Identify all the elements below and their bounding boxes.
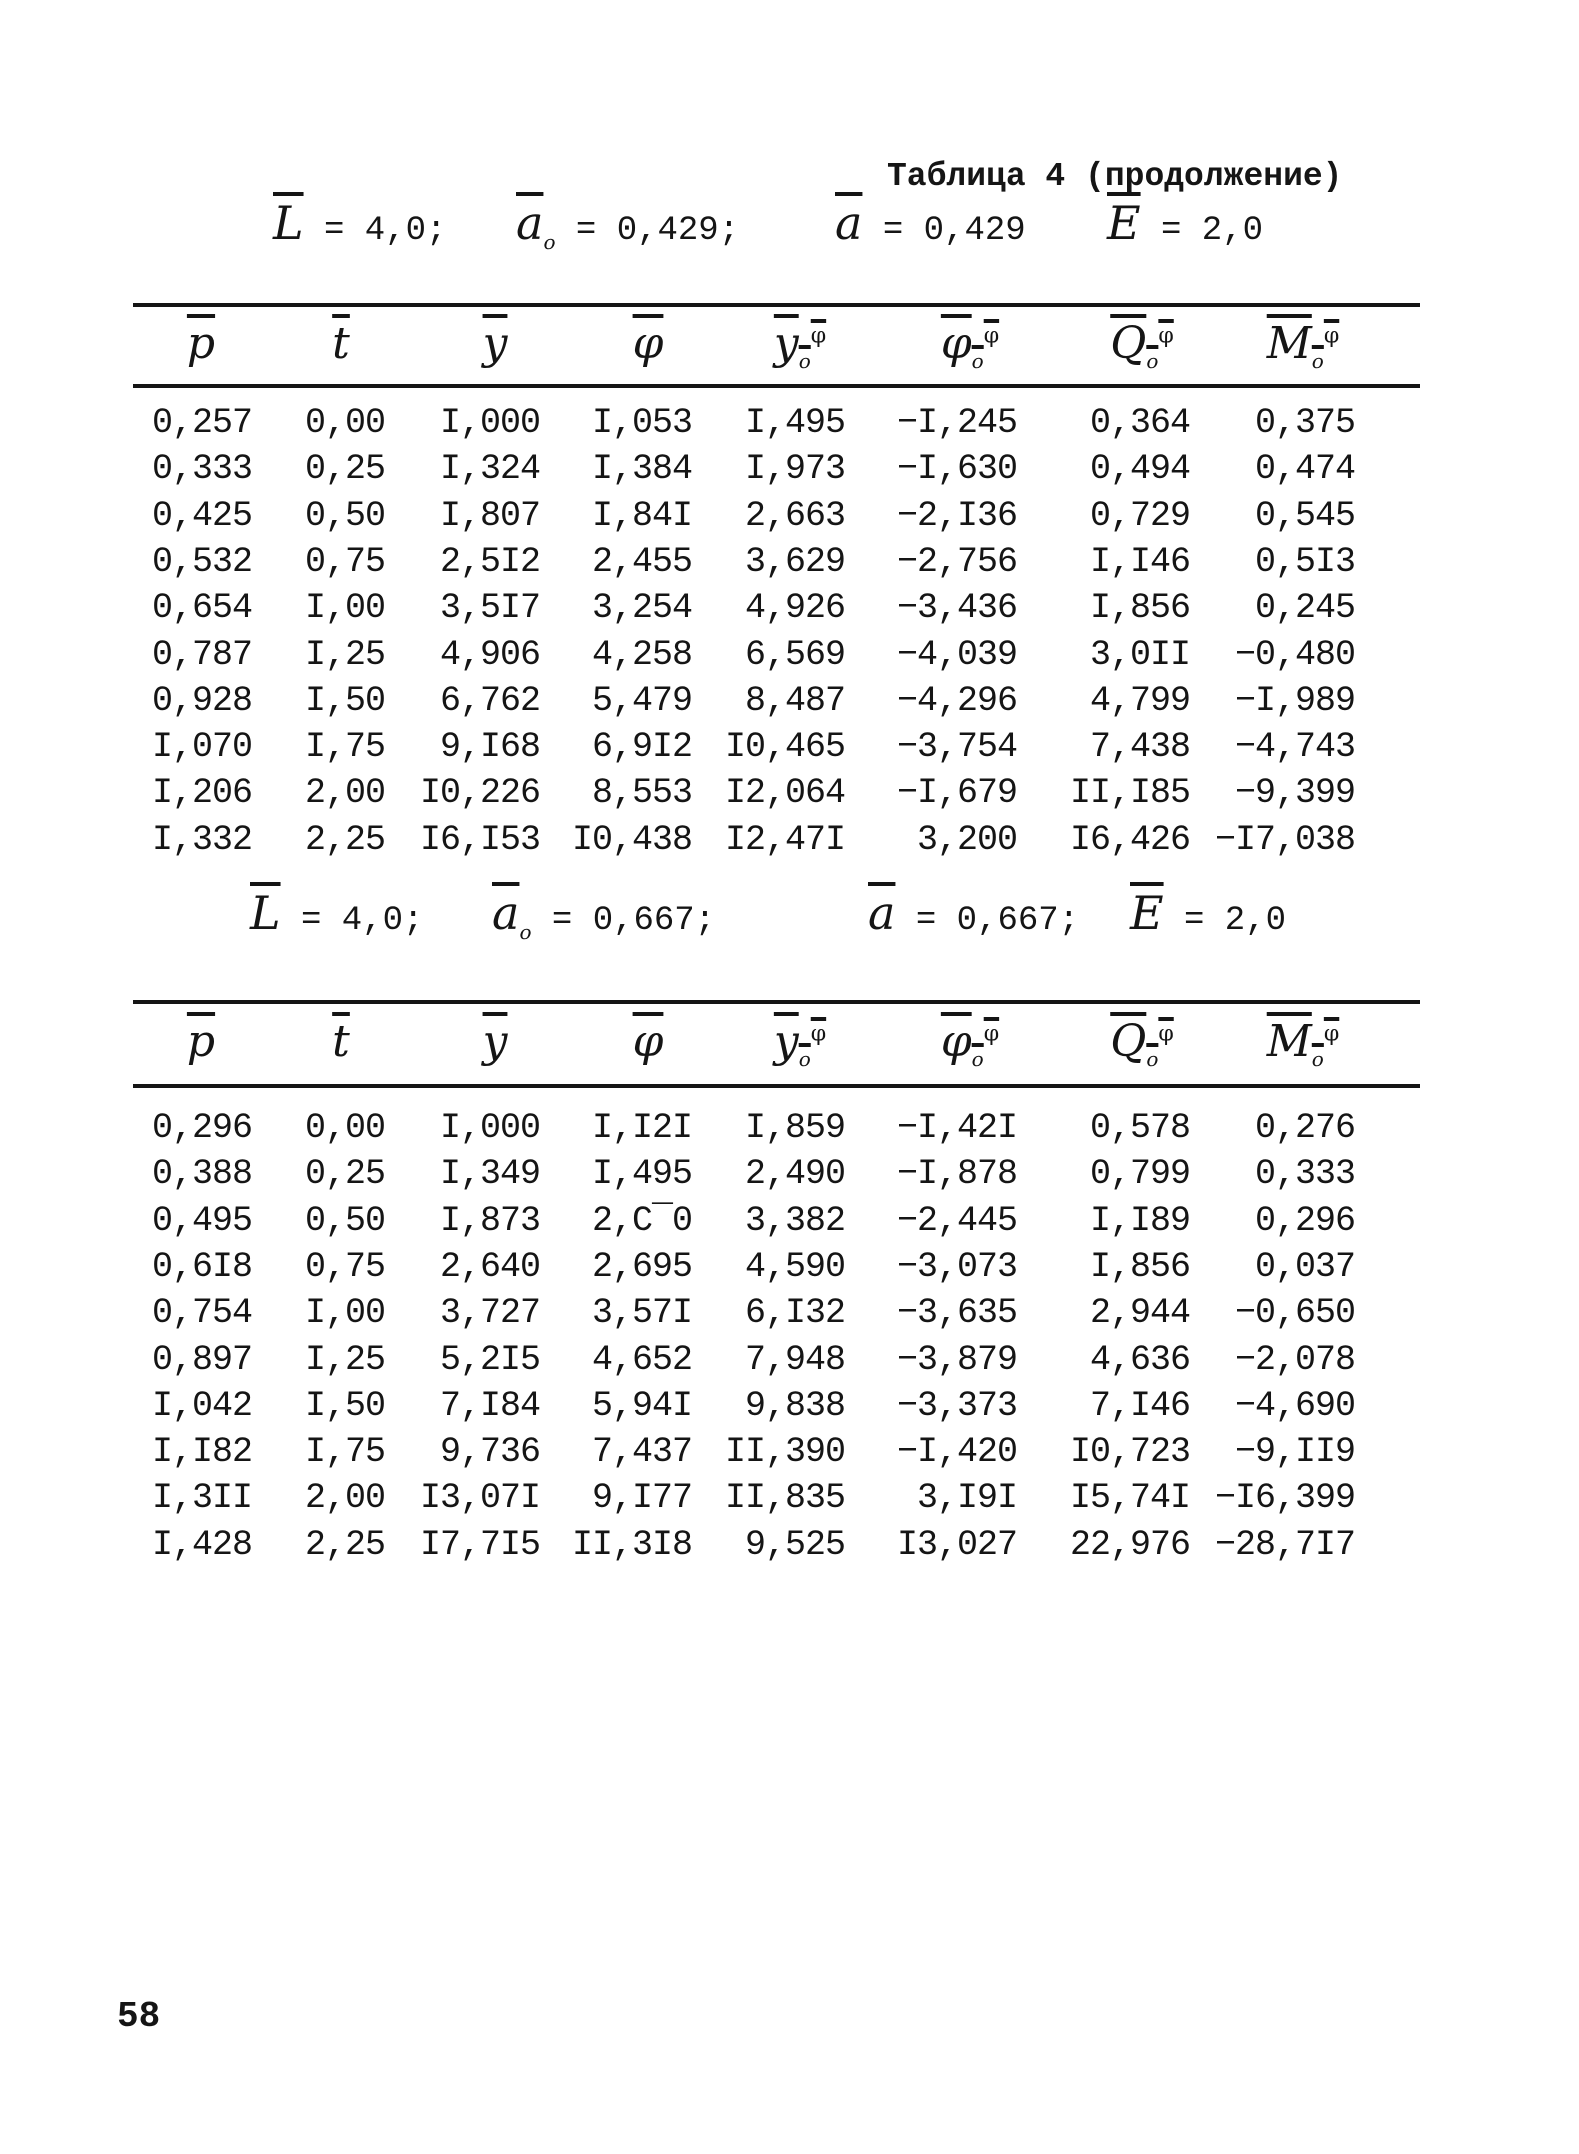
param-a-value: = 0,667; [915, 902, 1080, 940]
cell-col-y: 3,727 [439, 1293, 540, 1334]
table-1-header-rule [133, 384, 1420, 388]
cell-col-q0-phi: 2,944 [1089, 1293, 1190, 1334]
cell-col-p: 0,333 [151, 449, 252, 490]
cell-col-m0-phi: −I7,038 [1214, 819, 1355, 860]
cell-col-t: I,50 [304, 680, 385, 721]
header-t: $\overline{t}$ [332, 1016, 350, 1067]
param-l-value: = 4,0; [300, 902, 424, 940]
cell-col-t: 0,00 [304, 1108, 385, 1148]
cell-col-p: I,332 [151, 819, 252, 860]
param-e-value: = 2,0 [1184, 902, 1287, 940]
table-2-top-rule [133, 1000, 1420, 1004]
table-row [0, 1525, 1579, 1571]
cell-col-phi: I,053 [591, 403, 692, 443]
cell-col-t: I,00 [304, 1293, 385, 1334]
cell-col-m0-phi: −9,II9 [1234, 1432, 1355, 1473]
cell-col-phi0-phi: −I,679 [896, 773, 1017, 814]
cell-col-t: 0,75 [304, 1246, 385, 1287]
header-y: $\overline{y}$ [482, 318, 508, 369]
cell-col-phi: 8,553 [591, 773, 692, 814]
cell-col-y: 9,736 [439, 1432, 540, 1473]
cell-col-t: I,25 [304, 634, 385, 675]
cell-col-q0-phi: 4,636 [1089, 1339, 1190, 1380]
cell-col-m0-phi: 0,375 [1254, 403, 1355, 443]
cell-col-t: I,50 [304, 1385, 385, 1426]
cell-col-q0-phi: 4,799 [1089, 680, 1190, 721]
cell-col-phi: I0,438 [571, 819, 692, 860]
cell-col-p: 0,6I8 [151, 1246, 252, 1287]
cell-col-y0-phi: I,495 [744, 403, 845, 443]
cell-col-t: 2,25 [304, 819, 385, 860]
cell-col-phi0-phi: −3,879 [896, 1339, 1017, 1380]
table-row [0, 1201, 1579, 1247]
cell-col-p: 0,787 [151, 634, 252, 675]
cell-col-y: I3,07I [419, 1478, 540, 1519]
table-2-header [0, 1016, 1579, 1086]
cell-col-y0-phi: 4,926 [744, 588, 845, 629]
cell-col-t: 2,00 [304, 1478, 385, 1519]
cell-col-q0-phi: I0,723 [1069, 1432, 1190, 1473]
cell-col-q0-phi: I,856 [1089, 588, 1190, 629]
cell-col-y0-phi: 8,487 [744, 680, 845, 721]
cell-col-y: I0,226 [419, 773, 540, 814]
table-row [0, 1340, 1579, 1386]
cell-col-y0-phi: 3,382 [744, 1200, 845, 1241]
table-row [0, 1247, 1579, 1293]
cell-col-m0-phi: −9,399 [1234, 773, 1355, 814]
cell-col-q0-phi: I,I89 [1089, 1200, 1190, 1241]
cell-col-y: I,000 [439, 1108, 540, 1148]
cell-col-phi: 3,254 [591, 588, 692, 629]
cell-col-phi0-phi: −3,436 [896, 588, 1017, 629]
cell-col-t: I,00 [304, 588, 385, 629]
cell-col-m0-phi: 0,5I3 [1254, 541, 1355, 582]
header-y0-phi: $y_o^\varphi$ [773, 1016, 827, 1071]
cell-col-m0-phi: 0,276 [1254, 1108, 1355, 1148]
table-1-top-rule [133, 303, 1420, 307]
header-phi0-phi: $\varphi_o^\varphi$ [940, 1016, 1000, 1071]
cell-col-phi: 4,652 [591, 1339, 692, 1380]
cell-col-t: I,75 [304, 727, 385, 768]
cell-col-t: I,25 [304, 1339, 385, 1380]
table-row [0, 542, 1579, 588]
table-row [0, 403, 1579, 449]
cell-col-p: 0,388 [151, 1154, 252, 1195]
cell-col-m0-phi: 0,245 [1254, 588, 1355, 629]
cell-col-phi0-phi: −4,296 [896, 680, 1017, 721]
cell-col-m0-phi: −I6,399 [1214, 1478, 1355, 1519]
cell-col-y: 2,5I2 [439, 541, 540, 582]
cell-col-y: I,324 [439, 449, 540, 490]
cell-col-p: 0,654 [151, 588, 252, 629]
param-a0-value: = 0,429; [575, 212, 740, 250]
cell-col-y0-phi: I2,064 [724, 773, 845, 814]
table-row [0, 496, 1579, 542]
section-2-parameters [0, 886, 1579, 946]
cell-col-phi0-phi: −I,245 [896, 403, 1017, 443]
symbol-a: $\overline{a}$ [868, 886, 896, 940]
cell-col-p: 0,928 [151, 680, 252, 721]
cell-col-y: I,807 [439, 495, 540, 536]
cell-col-y: 4,906 [439, 634, 540, 675]
cell-col-q0-phi: 0,494 [1089, 449, 1190, 490]
cell-col-phi0-phi: I3,027 [896, 1524, 1017, 1565]
param-l-value: = 4,0; [323, 212, 447, 250]
cell-col-t: I,75 [304, 1432, 385, 1473]
cell-col-phi: 9,I77 [591, 1478, 692, 1519]
table-1-header [0, 318, 1579, 388]
table-row [0, 635, 1579, 681]
cell-col-y: 3,5I7 [439, 588, 540, 629]
cell-col-phi: 3,57I [591, 1293, 692, 1334]
cell-col-y0-phi: I,973 [744, 449, 845, 490]
cell-col-p: 0,754 [151, 1293, 252, 1334]
table-2-header-rule [133, 1084, 1420, 1088]
cell-col-phi0-phi: −3,373 [896, 1385, 1017, 1426]
symbol-a0: $\overline{a}_o$ [516, 196, 556, 255]
cell-col-m0-phi: 0,333 [1254, 1154, 1355, 1195]
cell-col-t: 0,75 [304, 541, 385, 582]
symbol-l: $\overline{L}$ [273, 196, 304, 250]
cell-col-phi: 6,9I2 [591, 727, 692, 768]
table-row [0, 1293, 1579, 1339]
cell-col-y0-phi: 6,569 [744, 634, 845, 675]
cell-col-m0-phi: −2,078 [1234, 1339, 1355, 1380]
cell-col-phi0-phi: −I,878 [896, 1154, 1017, 1195]
cell-col-y0-phi: I,859 [744, 1108, 845, 1148]
cell-col-t: 2,00 [304, 773, 385, 814]
cell-col-q0-phi: I6,426 [1069, 819, 1190, 860]
page-number: 58 [117, 1996, 161, 2037]
table-row [0, 773, 1579, 819]
cell-col-phi0-phi: −3,073 [896, 1246, 1017, 1287]
table-caption: Таблица 4 (продолжение) [887, 158, 1343, 195]
cell-col-phi: 7,437 [591, 1432, 692, 1473]
cell-col-phi0-phi: −I,42I [896, 1108, 1017, 1148]
cell-col-phi0-phi: −3,754 [896, 727, 1017, 768]
table-row [0, 1386, 1579, 1432]
cell-col-y: I6,I53 [419, 819, 540, 860]
cell-col-y: I,000 [439, 403, 540, 443]
cell-col-phi: I,84I [591, 495, 692, 536]
cell-col-y0-phi: 7,948 [744, 1339, 845, 1380]
cell-col-y0-phi: 6,I32 [744, 1293, 845, 1334]
cell-col-t: 0,25 [304, 449, 385, 490]
param-l [273, 196, 446, 250]
cell-col-phi0-phi: −2,I36 [896, 495, 1017, 536]
symbol-l: $\overline{L}$ [250, 886, 281, 940]
cell-col-p: I,3II [151, 1478, 252, 1519]
cell-col-y0-phi: I0,465 [724, 727, 845, 768]
table-row [0, 820, 1579, 866]
cell-col-y: 9,I68 [439, 727, 540, 768]
symbol-a: $\overline{a}$ [835, 196, 863, 250]
cell-col-m0-phi: −0,480 [1234, 634, 1355, 675]
cell-col-q0-phi: II,I85 [1069, 773, 1190, 814]
cell-col-phi: I,495 [591, 1154, 692, 1195]
cell-col-phi0-phi: 3,200 [916, 819, 1017, 860]
header-q0-phi: $Q_o^\varphi$ [1110, 1016, 1174, 1071]
cell-col-q0-phi: 0,799 [1089, 1154, 1190, 1195]
cell-col-t: 0,50 [304, 1200, 385, 1241]
cell-col-y: I7,7I5 [419, 1524, 540, 1565]
symbol-a0: $\overline{a}_o$ [492, 886, 532, 945]
header-m0-phi: $M_o^\varphi$ [1266, 1016, 1340, 1071]
header-phi: $\overline{\varphi}$ [632, 1016, 664, 1067]
cell-col-y0-phi: 2,663 [744, 495, 845, 536]
cell-col-phi0-phi: −2,445 [896, 1200, 1017, 1241]
cell-col-phi: 5,94I [591, 1385, 692, 1426]
cell-col-q0-phi: 0,578 [1089, 1108, 1190, 1148]
section-1-parameters [0, 196, 1579, 256]
cell-col-phi: 5,479 [591, 680, 692, 721]
cell-col-q0-phi: I,I46 [1089, 541, 1190, 582]
cell-col-m0-phi: 0,296 [1254, 1200, 1355, 1241]
cell-col-q0-phi: 7,438 [1089, 727, 1190, 768]
cell-col-q0-phi: I,856 [1089, 1246, 1190, 1287]
param-a [835, 196, 1026, 250]
header-y: $\overline{y}$ [482, 1016, 508, 1067]
symbol-e: $\overline{E}$ [1107, 196, 1141, 250]
cell-col-phi: 2,695 [591, 1246, 692, 1287]
cell-col-p: 0,532 [151, 541, 252, 582]
cell-col-p: I,428 [151, 1524, 252, 1565]
cell-col-phi: 2,455 [591, 541, 692, 582]
param-e [1107, 196, 1263, 250]
cell-col-t: 0,25 [304, 1154, 385, 1195]
param-a-value: = 0,429 [882, 212, 1026, 250]
table-row [0, 449, 1579, 495]
cell-col-t: 0,50 [304, 495, 385, 536]
table-row [0, 727, 1579, 773]
param-a0 [516, 196, 739, 254]
cell-col-m0-phi: −4,743 [1234, 727, 1355, 768]
cell-col-phi: II,3I8 [571, 1524, 692, 1565]
table-row [0, 1432, 1579, 1478]
table-row [0, 1154, 1579, 1200]
cell-col-y: I,349 [439, 1154, 540, 1195]
cell-col-y: 2,640 [439, 1246, 540, 1287]
param-e [1130, 886, 1286, 940]
cell-col-phi0-phi: 3,I9I [916, 1478, 1017, 1519]
cell-col-t: 0,00 [304, 403, 385, 443]
cell-col-q0-phi: 3,0II [1089, 634, 1190, 675]
cell-col-phi0-phi: −4,039 [896, 634, 1017, 675]
table-row [0, 681, 1579, 727]
param-l [250, 886, 423, 940]
cell-col-y0-phi: 2,490 [744, 1154, 845, 1195]
header-phi: $\overline{\varphi}$ [632, 318, 664, 369]
header-q0-phi: $Q_o^\varphi$ [1110, 318, 1174, 373]
cell-col-phi: I,384 [591, 449, 692, 490]
cell-col-p: 0,296 [151, 1108, 252, 1148]
table-row [0, 1478, 1579, 1524]
param-a0-value: = 0,667; [551, 902, 716, 940]
cell-col-q0-phi: 7,I46 [1089, 1385, 1190, 1426]
cell-col-m0-phi: −28,7I7 [1214, 1524, 1355, 1565]
cell-col-y: 7,I84 [439, 1385, 540, 1426]
cell-col-y0-phi: 3,629 [744, 541, 845, 582]
cell-col-phi: 2,C¯0 [591, 1200, 692, 1241]
cell-col-p: I,042 [151, 1385, 252, 1426]
cell-col-y: 5,2I5 [439, 1339, 540, 1380]
cell-col-p: I,206 [151, 773, 252, 814]
table-row [0, 588, 1579, 634]
cell-col-phi: 4,258 [591, 634, 692, 675]
cell-col-p: 0,425 [151, 495, 252, 536]
param-e-value: = 2,0 [1161, 212, 1264, 250]
table-row [0, 1108, 1579, 1154]
cell-col-m0-phi: −I,989 [1234, 680, 1355, 721]
cell-col-y: I,873 [439, 1200, 540, 1241]
cell-col-p: 0,257 [151, 403, 252, 443]
cell-col-q0-phi: 0,364 [1089, 403, 1190, 443]
cell-col-q0-phi: I5,74I [1069, 1478, 1190, 1519]
cell-col-y0-phi: 9,525 [744, 1524, 845, 1565]
cell-col-t: 2,25 [304, 1524, 385, 1565]
cell-col-p: 0,897 [151, 1339, 252, 1380]
cell-col-p: I,070 [151, 727, 252, 768]
cell-col-m0-phi: −4,690 [1234, 1385, 1355, 1426]
cell-col-y0-phi: II,835 [724, 1478, 845, 1519]
cell-col-p: 0,495 [151, 1200, 252, 1241]
cell-col-phi0-phi: −3,635 [896, 1293, 1017, 1334]
cell-col-y0-phi: I2,47I [724, 819, 845, 860]
cell-col-m0-phi: 0,474 [1254, 449, 1355, 490]
cell-col-q0-phi: 22,976 [1069, 1524, 1190, 1565]
cell-col-phi0-phi: −I,420 [896, 1432, 1017, 1473]
cell-col-y0-phi: 4,590 [744, 1246, 845, 1287]
header-p: $\overline{p}$ [186, 1016, 216, 1067]
cell-col-y0-phi: II,390 [724, 1432, 845, 1473]
cell-col-q0-phi: 0,729 [1089, 495, 1190, 536]
cell-col-phi0-phi: −2,756 [896, 541, 1017, 582]
cell-col-phi0-phi: −I,630 [896, 449, 1017, 490]
symbol-e: $\overline{E}$ [1130, 886, 1164, 940]
cell-col-p: I,I82 [151, 1432, 252, 1473]
header-y0-phi: $y_o^\varphi$ [773, 318, 827, 373]
header-phi0-phi: $\varphi_o^\varphi$ [940, 318, 1000, 373]
cell-col-y0-phi: 9,838 [744, 1385, 845, 1426]
header-p: $\overline{p}$ [186, 318, 216, 369]
cell-col-y: 6,762 [439, 680, 540, 721]
cell-col-m0-phi: −0,650 [1234, 1293, 1355, 1334]
header-m0-phi: $M_o^\varphi$ [1266, 318, 1340, 373]
cell-col-phi: I,I2I [591, 1108, 692, 1148]
cell-col-m0-phi: 0,037 [1254, 1246, 1355, 1287]
param-a0 [492, 886, 715, 944]
cell-col-m0-phi: 0,545 [1254, 495, 1355, 536]
param-a [868, 886, 1079, 940]
header-t: $\overline{t}$ [332, 318, 350, 369]
